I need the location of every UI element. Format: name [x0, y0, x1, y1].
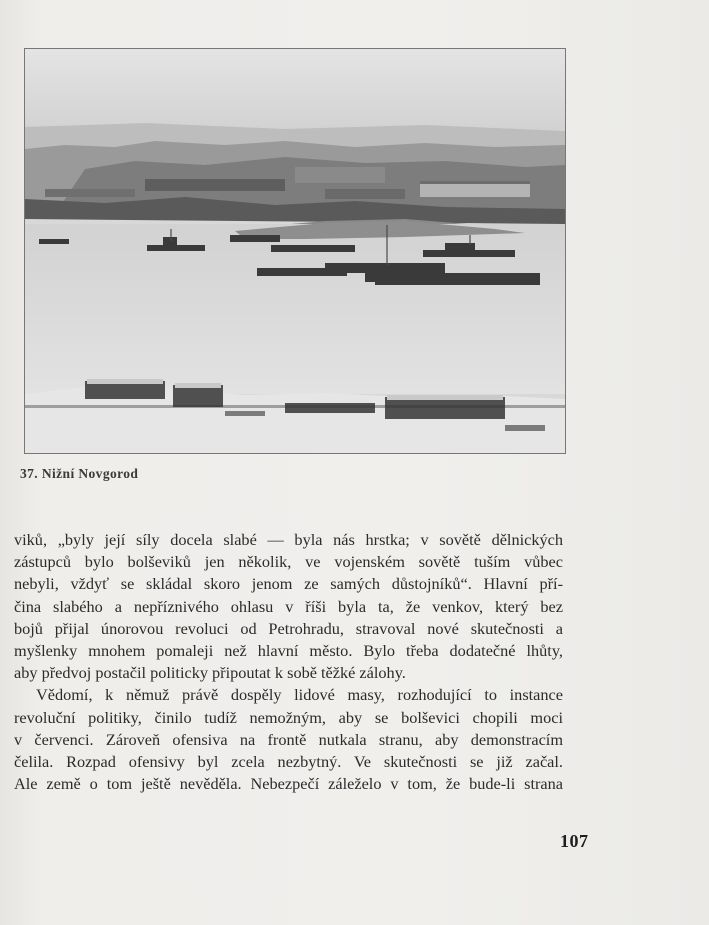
- body-text: [14, 529, 563, 795]
- text-line: viků, „byly její síly docela slabé — byla nás hrstka; v sovětě dělnických: [14, 530, 563, 549]
- text-line: Vědomí, k němuž právě dospěly lidové masy, rozhodující to instance: [36, 685, 563, 705]
- river-port-photograph: [24, 48, 566, 454]
- figure-number: 37.: [20, 466, 39, 481]
- text-line: myšlenky mnohem pomaleji než hlavní město. Bylo třeba dodatečné lhůty,: [14, 641, 563, 661]
- text-line: zástupců bylo bolševiků jen několik, ve vojenském sovětě tuším vůbec: [14, 552, 563, 572]
- text-line: v červenci. Zároveň ofensiva na frontě nutkala stranu, aby demonstracím: [14, 729, 563, 749]
- text-line: bojů přijal únorovou revoluci od Petrohradu, stravoval nové skutečnosti a: [14, 618, 563, 638]
- text-line: nebyli, vždyť se skládal skoro jenom ze samých důstojníků“. Hlavní pří-: [14, 574, 563, 594]
- page-number: 107: [560, 831, 589, 851]
- text-line: Ale země o tom ještě nevěděla. Nebezpečí záleželo v tom, že bude-li strana: [14, 774, 563, 794]
- figure-caption: [20, 466, 138, 482]
- text-line: revoluční politiky, činilo tudíž nemožným, aby se bolševici chopili moci: [14, 707, 563, 727]
- text-line: aby předvoj postačil politicky připoutat k sobě těžké zálohy.: [14, 663, 406, 683]
- text-line: čina slabého a nepříznivého ohlasu v říši byla ta, že venkov, který bez: [14, 596, 563, 616]
- text-line: čelila. Rozpad ofensivy byl zcela nezbytný. Ve skutečnosti se již začal.: [14, 752, 563, 772]
- figure-title: Nižní Novgorod: [41, 466, 139, 481]
